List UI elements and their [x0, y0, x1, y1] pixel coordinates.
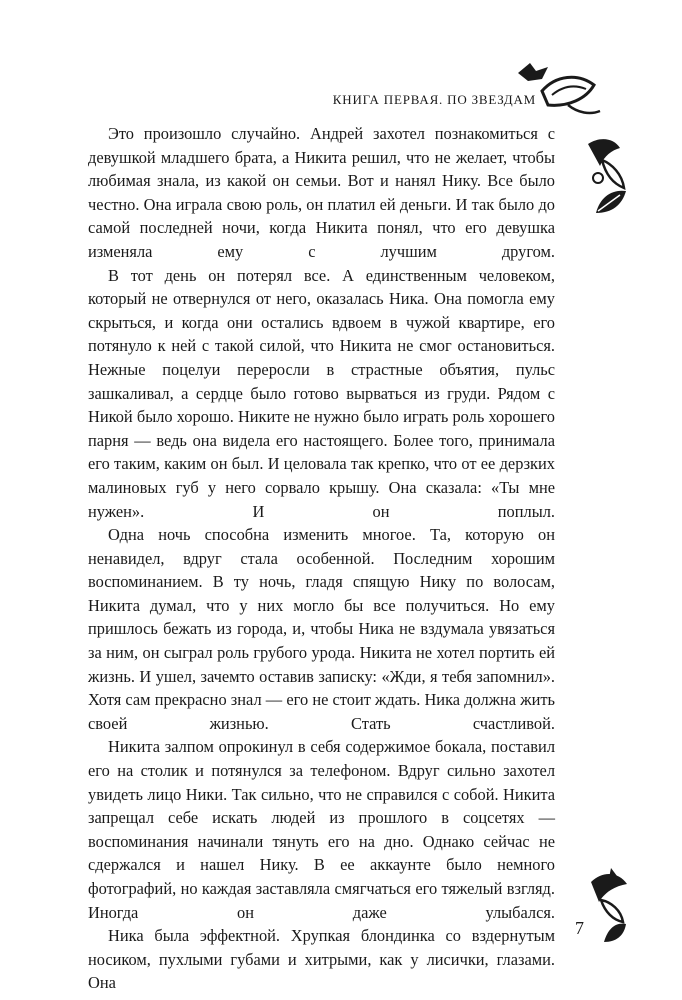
paragraph: Одна ночь способна изменить многое. Та, которую он ненавидел, вдруг стала особенной. Последним хорошим воспоминанием. В ту ночь, гладя спящую Нику по волосам, Никита думал, что у них могло бы все получиться. Но ему пришлось бежать из города, и, чтобы Ника не вздумала увязаться за ним, он сыграл роль грубого урода. Никита не хотел портить ей жизнь. И ушел, зачемто оставив записку: «Жди, я тебя запомнил». Хотя сам прекрасно знал — его не стоит ждать. Ника должна жить своей жизнью. Стать счастливой. [88, 525, 555, 733]
paragraph: Никита залпом опрокинул в себя содержимое бокала, поставил его на столик и потянулся за телефоном. Вдруг сильно захотел увидеть лицо Ники. Так сильно, что не справился с собой. Никита запрещал себе искать людей из прошлого в соцсетях — воспоминания начинали тянуть его на дно. Однако сейчас не сдержался и нашел Нику. В ее аккаунте было немного фотографий, но каждая заставляла смягчаться его тяжелый взгляд. Иногда он даже улыбался. [88, 737, 555, 922]
page-number: 7 [575, 918, 584, 938]
leaf-ornament-icon [590, 185, 630, 220]
paragraph: В тот день он потерял все. А единственным человеком, который не отвернулся от него, оказалась Ника. Она помогла ему скрыться, и когда они остались вдвоем в чужой квартире, его потянуло к ней с такой силой, что Никита не смог остановиться. Нежные поцелуи переросли в страстные объятия, пульс зашкаливал, а сердце было готово вырваться из груди. Рядом с Никой было хорошо. Никите не нужно было играть роль хорошего парня — ведь она видела его настоящего. Более того, принимала его таким, каким он был. И целовала так крепко, что от ее дерзких малиновых губ у него сорвало крышу. Она сказала: «Ты мне нужен». И он поплыл. [88, 265, 555, 521]
fox-ornament-icon [508, 55, 608, 125]
paragraph: Ника была эффектной. Хрупкая блондинка со вздернутым носиком, пухлыми губами и хитрыми, как у лисички, глазами. Она [88, 926, 555, 993]
leaf-ornament-icon [600, 918, 630, 948]
running-header: КНИГА ПЕРВАЯ. ПО ЗВЕЗДАМ [332, 92, 536, 107]
body-text [88, 122, 555, 995]
paragraph: Это произошло случайно. Андрей захотел познакомиться с девушкой младшего брата, а Никита решил, что не желает, чтобы любимая знала, из какой он семьи. Вот и нанял Нику. Все было честно. Она играла свою роль, он платил ей деньги. И так было до самой последней ночи, когда Никита понял, что его девушка изменяла ему с лучшим другом. [88, 124, 555, 261]
